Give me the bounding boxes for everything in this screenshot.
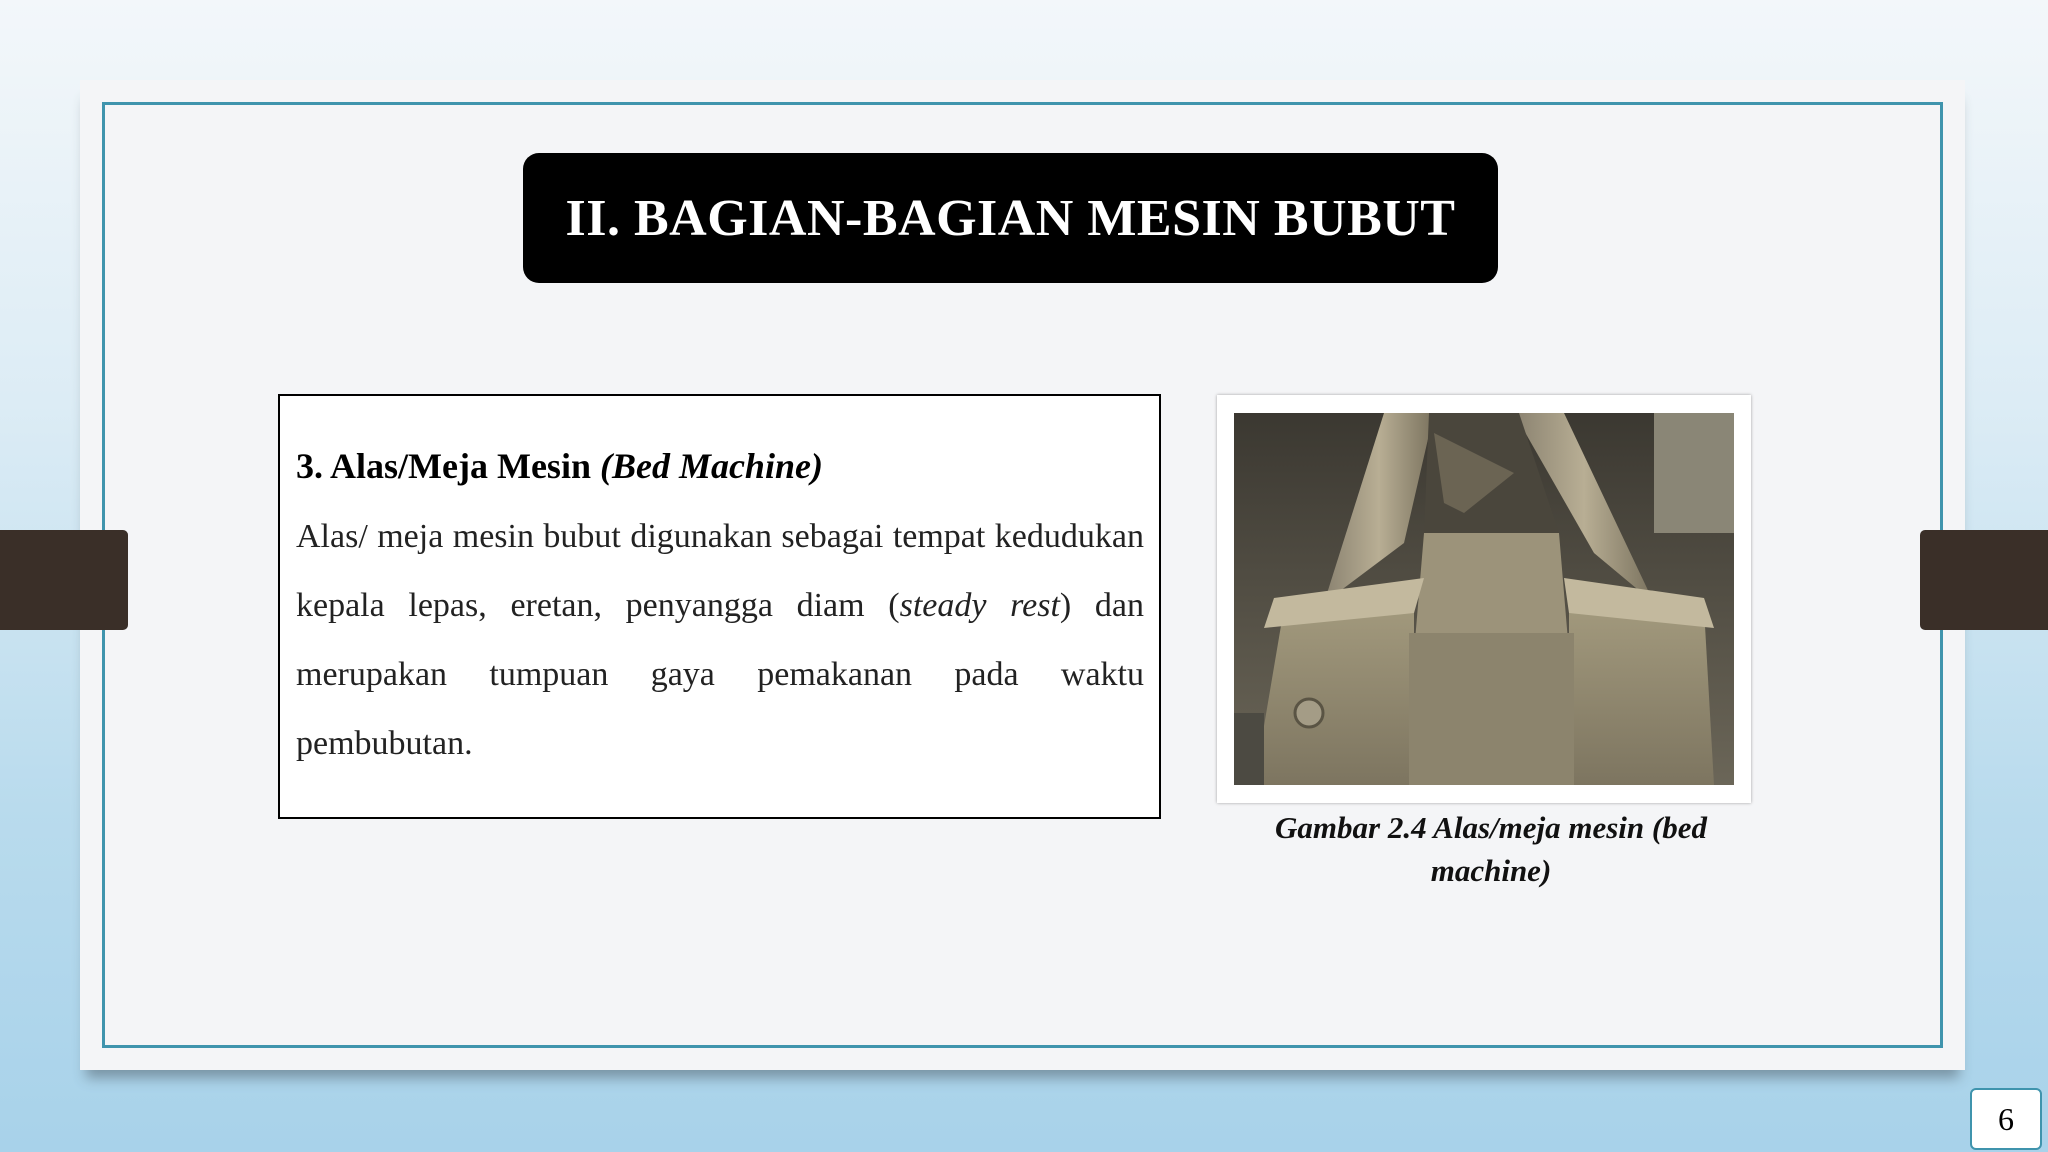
body-text-italic: steady rest — [899, 587, 1060, 624]
title-banner — [523, 153, 1498, 283]
figure-caption: Gambar 2.4 Alas/meja mesin (bed machine) — [1275, 810, 1707, 888]
body-text-part2: ) dan merupakan tumpuan gaya pemakanan pada waktu pembubutan. — [296, 587, 1144, 762]
slide-title: II. BAGIAN-BAGIAN MESIN BUBUT — [565, 189, 1456, 247]
section-heading-italic: (Bed Machine) — [599, 446, 823, 486]
lathe-bed-photo-icon — [1234, 413, 1734, 785]
content-box — [278, 394, 1161, 819]
right-side-tab — [1920, 530, 2048, 630]
page-number: 6 — [1970, 1088, 2042, 1150]
section-heading-number: 3. Alas/Meja Mesin — [296, 446, 591, 486]
section-body — [296, 502, 1144, 778]
section-heading — [296, 442, 1144, 490]
left-side-tab — [0, 530, 128, 630]
figure-frame — [1217, 395, 1751, 803]
body-text-part1: Alas/ meja mesin bubut digunakan sebagai tempat kedudukan kepala lepas, eretan, penyangga diam ( — [296, 518, 1144, 624]
